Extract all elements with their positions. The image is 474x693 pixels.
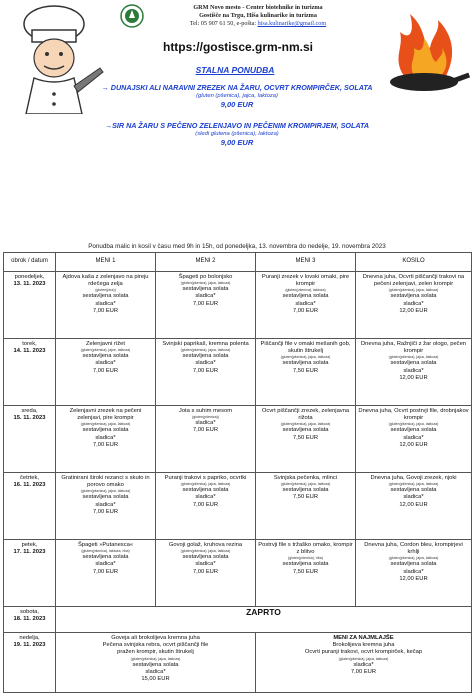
dish: Postrvji file s tržaško omako, krompir z blitvo bbox=[258, 542, 353, 556]
table-row bbox=[4, 540, 472, 607]
dish: Gratinirani široki rezanci s skuto in porovo omako bbox=[61, 475, 150, 489]
day-date: 18. 11. 2023 bbox=[13, 616, 46, 623]
closed-label: ZAPRTO bbox=[56, 607, 472, 633]
day-date: 17. 11. 2023 bbox=[13, 549, 46, 556]
dish: Jota s suhim mesom bbox=[178, 408, 233, 414]
menu-cell bbox=[256, 406, 356, 473]
website-url[interactable]: https://gostisce.grm-nm.si bbox=[162, 40, 314, 54]
side: sestavljena solata bbox=[282, 360, 329, 367]
allergens: (gluten(pšenica), jajca, laktoza) bbox=[280, 482, 331, 487]
dessert: sladica* bbox=[95, 501, 116, 508]
price: 12,00 EUR bbox=[399, 441, 428, 448]
column-header: MENI 3 bbox=[256, 253, 356, 272]
dish: Dnevna juha, Ocvrt postrvji file, drobnjakov krompir bbox=[358, 408, 469, 422]
dessert: sladica* bbox=[195, 360, 216, 367]
offer-allergens: (gluten (pšenica), jajca, laktoza) bbox=[196, 93, 278, 99]
menu-cell bbox=[156, 339, 256, 406]
price: 7,50 EUR bbox=[292, 568, 319, 575]
dessert: sladica* bbox=[295, 300, 316, 307]
day-cell bbox=[4, 607, 56, 633]
dessert: sladica* bbox=[95, 434, 116, 441]
dessert: sladica* bbox=[353, 661, 374, 668]
allergens: (gluten(pšenica), jajca, laktoza) bbox=[180, 482, 231, 487]
side: sestavljena solata bbox=[390, 293, 437, 300]
dish: Svinjski paprikaš, kremna polenta bbox=[162, 341, 249, 347]
side: sestavljena solata bbox=[282, 561, 329, 568]
allergens: (gluten(pšenica), jajca, laktoza) bbox=[130, 656, 181, 661]
side: sestavljena solata bbox=[82, 427, 129, 434]
side: sestavljena solata bbox=[282, 427, 329, 434]
dish: Špageti »Putanesca« bbox=[77, 542, 134, 548]
institution-subtitle: Gostišče na Trgu, Hiša kulinarike in turizma bbox=[199, 12, 317, 19]
allergens: (gluten(pšenica), jajca, laktoza) bbox=[280, 422, 331, 427]
dessert: sladica* bbox=[95, 360, 116, 367]
offer-allergens: (sledi glutena (pšenica), laktoza) bbox=[195, 131, 279, 137]
institution-title: GRM Novo mesto - Center biotehnike in turizma bbox=[193, 4, 323, 11]
table-header-row bbox=[4, 253, 472, 272]
kids-menu-title: MENI ZA NAJMLAJŠE bbox=[333, 635, 394, 641]
day-name: nedelja, bbox=[19, 635, 40, 641]
offer-price: 9,00 EUR bbox=[220, 100, 254, 109]
kids-menu-cell bbox=[256, 633, 472, 693]
contact-phone: Tel: 05 907 61 50, e-pošta: bbox=[189, 20, 258, 27]
menu-cell bbox=[156, 406, 256, 473]
day-cell bbox=[4, 473, 56, 540]
dish: Puranji trakovi s papriko, ocvrtki bbox=[164, 475, 247, 481]
day-name: četrtek, bbox=[19, 475, 39, 481]
dish: Dnevna juha, Cordon bleu, krompirjevi krhlji bbox=[364, 542, 463, 556]
table-row bbox=[4, 339, 472, 406]
side: sestavljena solata bbox=[390, 561, 437, 568]
side: sestavljena solata bbox=[182, 286, 229, 293]
price: 7,50 EUR bbox=[292, 434, 319, 441]
email-link[interactable]: hisa.kulinarike@gmail.com bbox=[257, 20, 327, 27]
side: pražen krompir, skutin štrukelj bbox=[117, 649, 194, 656]
side: sestavljena solata bbox=[390, 427, 437, 434]
day-name: torek, bbox=[22, 341, 37, 347]
menu-cell bbox=[56, 406, 156, 473]
day-date: 16. 11. 2023 bbox=[13, 482, 46, 489]
dessert: sladica* bbox=[195, 494, 216, 501]
side: sestavljena solata bbox=[82, 554, 129, 561]
allergens: (gluten(pšenica), jajca, laktoza) bbox=[80, 489, 131, 494]
menu-cell bbox=[56, 339, 156, 406]
dessert: sladica* bbox=[195, 420, 216, 427]
price: 7,00 EUR bbox=[192, 501, 219, 508]
table-row bbox=[4, 406, 472, 473]
dish: Zelenjavni rižet bbox=[86, 341, 125, 347]
allergens: (gluten(pšenica), jajca, laktoza) bbox=[280, 355, 331, 360]
dessert: sladica* bbox=[145, 668, 166, 675]
allergens: (gluten(pšenica), riba) bbox=[288, 556, 323, 561]
soup: Goveja ali brokolijeva kremna juha bbox=[111, 635, 200, 641]
price: 7,50 EUR bbox=[292, 494, 319, 501]
side: sestavljena solata bbox=[390, 487, 437, 494]
menu-cell bbox=[156, 473, 256, 540]
dish: Dnevna juha, Govoji zrezek, njoki bbox=[370, 475, 457, 481]
price: 7,00 EUR bbox=[192, 427, 219, 434]
side: sestavljena solata bbox=[182, 554, 229, 561]
dish: Svinjska pečenka, mlinci bbox=[273, 475, 338, 481]
day-name: ponedeljek, bbox=[14, 274, 45, 280]
price: 7,00 EUR bbox=[92, 568, 119, 575]
allergens: (gluten(pšenica), jajca, laktoza) bbox=[388, 288, 439, 293]
price: 7,00 EUR bbox=[92, 367, 119, 374]
side: sestavljena solata bbox=[82, 353, 129, 360]
day-cell bbox=[4, 406, 56, 473]
dish: Piščančji file v omaki mešanih gob, skutin štrukelj bbox=[260, 341, 351, 355]
menu-cell bbox=[56, 473, 156, 540]
side: sestavljena solata bbox=[82, 494, 129, 501]
side: sestavljena solata bbox=[282, 293, 329, 300]
menu-cell bbox=[256, 540, 356, 607]
table-row bbox=[4, 272, 472, 339]
price: 7,00 EUR bbox=[92, 508, 119, 515]
allergens: (gluten(pira)) bbox=[95, 288, 116, 293]
day-cell bbox=[4, 339, 56, 406]
day-cell bbox=[4, 633, 56, 693]
table-row-closed bbox=[4, 607, 472, 633]
menu-cell bbox=[56, 540, 156, 607]
menu-cell bbox=[156, 272, 256, 339]
dessert: sladica* bbox=[403, 434, 424, 441]
menu-cell bbox=[256, 473, 356, 540]
allergens: (gluten(pšenica), jajca, laktoza) bbox=[80, 422, 131, 427]
school-logo-icon bbox=[120, 4, 144, 28]
dish: Zelenjavni zrezek na pečeni zelenjavi, pire krompir bbox=[69, 408, 142, 422]
dessert: sladica* bbox=[403, 568, 424, 575]
allergens: (gluten(pšenica), jajca, laktoza) bbox=[388, 355, 439, 360]
price: 7,00 EUR bbox=[350, 668, 377, 675]
price: 7,00 EUR bbox=[92, 441, 119, 448]
day-name: sreda, bbox=[21, 408, 38, 414]
allergens: (gluten(pšenica), jajca, laktoza) bbox=[388, 422, 439, 427]
column-header: MENI 1 bbox=[56, 253, 156, 272]
column-header: MENI 2 bbox=[156, 253, 256, 272]
side: sestavljena solata bbox=[282, 487, 329, 494]
allergens: (gluten(pšenica), jajca, laktoza) bbox=[180, 549, 231, 554]
table-row bbox=[4, 473, 472, 540]
price: 7,00 EUR bbox=[92, 307, 119, 314]
price: 15,00 EUR bbox=[141, 676, 170, 683]
price: 12,00 EUR bbox=[399, 307, 428, 314]
menu-cell bbox=[156, 540, 256, 607]
column-header: obrok / datum bbox=[4, 253, 56, 272]
menu-cell bbox=[256, 272, 356, 339]
allergens: (gluten(pšenica), jajca, laktoza) bbox=[180, 281, 231, 286]
offer-period-note: Ponudba malic in kosil v času med 9h in 15h, od ponedeljka, 13. novembra do nedelje, 19. novembra 2023 bbox=[88, 243, 386, 250]
sunday-menu-cell bbox=[56, 633, 256, 693]
weekly-menu-table bbox=[3, 252, 472, 693]
standing-offer-1 bbox=[20, 83, 454, 109]
standing-offer-heading: STALNA PONUDBA bbox=[195, 65, 275, 75]
column-header: KOSILO bbox=[356, 253, 472, 272]
price: 7,00 EUR bbox=[192, 367, 219, 374]
side: sestavljena solata bbox=[390, 360, 437, 367]
day-cell bbox=[4, 540, 56, 607]
dessert: sladica* bbox=[403, 494, 424, 501]
standing-offer-2 bbox=[20, 121, 454, 147]
table-row-sunday bbox=[4, 633, 472, 693]
dessert: sladica* bbox=[95, 300, 116, 307]
day-cell bbox=[4, 272, 56, 339]
lunch-cell bbox=[356, 473, 472, 540]
allergens: (gluten(pšenica)) bbox=[192, 415, 219, 420]
allergens: (gluten(pšenica), jajce, laktoza) bbox=[80, 348, 131, 353]
allergens: (gluten(pšenica), jajca, laktoza) bbox=[388, 556, 439, 561]
allergens: (gluten(pšenica), laktoza, riba) bbox=[81, 549, 130, 554]
price: 7,00 EUR bbox=[192, 568, 219, 575]
salad: sestavljena solata bbox=[132, 661, 179, 668]
menu-cell bbox=[56, 272, 156, 339]
dish: Ajdova kaša z zelenjavo na pireju rdečega zelja bbox=[62, 274, 149, 288]
allergens: (gluten(pšenica), jajca, laktoza) bbox=[388, 482, 439, 487]
allergens: (gluten(pšenica), jajca, laktoza) bbox=[180, 348, 231, 353]
dish: Ocvrt piščančji zrezek, zelenjavna rižota bbox=[261, 408, 350, 422]
side: sestavljena solata bbox=[182, 487, 229, 494]
dessert: sladica* bbox=[403, 367, 424, 374]
dish: Špageti po bolonjsko bbox=[178, 274, 233, 280]
price: 12,00 EUR bbox=[399, 575, 428, 582]
price: 12,00 EUR bbox=[399, 374, 428, 381]
dessert: sladica* bbox=[95, 561, 116, 568]
day-date: 13. 11. 2023 bbox=[13, 281, 46, 288]
dish: Dnevna juha, Ražnjiči z žar ologo, pečen krompir bbox=[360, 341, 467, 355]
day-date: 19. 11. 2023 bbox=[13, 642, 46, 649]
side: sestavljena solata bbox=[82, 293, 129, 300]
day-name: petek, bbox=[21, 542, 38, 548]
price: 12,00 EUR bbox=[399, 501, 428, 508]
dessert: sladica* bbox=[403, 300, 424, 307]
dish: Ocvrti puranji trakovi, ocvrt krompirček, kečap bbox=[304, 649, 423, 656]
lunch-cell bbox=[356, 406, 472, 473]
dessert: sladica* bbox=[195, 561, 216, 568]
offer-title: → DUNAJSKI ALI NARAVNI ZREZEK NA ŽARU, OCVRT KROMPIRČEK, SOLATA bbox=[101, 83, 373, 92]
day-date: 14. 11. 2023 bbox=[13, 348, 46, 355]
menu-cell bbox=[256, 339, 356, 406]
dish: Dnevna juha, Ocvrti piščančji trakovi na pečeni zelenjavi, zelen krompir bbox=[362, 274, 465, 288]
price: 7,00 EUR bbox=[192, 300, 219, 307]
allergens: (gluten(pšenica), laktoza) bbox=[285, 288, 326, 293]
price: 7,50 EUR bbox=[292, 367, 319, 374]
dish: Pečena svinjska rebra, ocvrt piščančji file bbox=[102, 642, 209, 649]
day-name: sobota, bbox=[19, 609, 39, 615]
price: 7,00 EUR bbox=[292, 307, 319, 314]
lunch-cell bbox=[356, 272, 472, 339]
offer-price: 9,00 EUR bbox=[220, 138, 254, 147]
contact-block bbox=[148, 4, 368, 28]
day-date: 15. 11. 2023 bbox=[13, 415, 46, 422]
lunch-cell bbox=[356, 339, 472, 406]
soup: Brokolijeva kremna juha bbox=[332, 642, 395, 649]
side: sestavljena solata bbox=[182, 353, 229, 360]
dessert: sladica* bbox=[195, 293, 216, 300]
allergens: (gluten(pšenica), jajca, laktoza) bbox=[338, 656, 389, 661]
offer-title: →SIR NA ŽARU S PEČENO ZELENJAVO IN PEČENIM KROMPIRJEM, SOLATA bbox=[104, 121, 370, 130]
lunch-cell bbox=[356, 540, 472, 607]
dish: Puranji zrezek v lovski omaki, pire krompir bbox=[261, 274, 350, 288]
dish: Govoji golaž, kruhova rezina bbox=[168, 542, 243, 548]
